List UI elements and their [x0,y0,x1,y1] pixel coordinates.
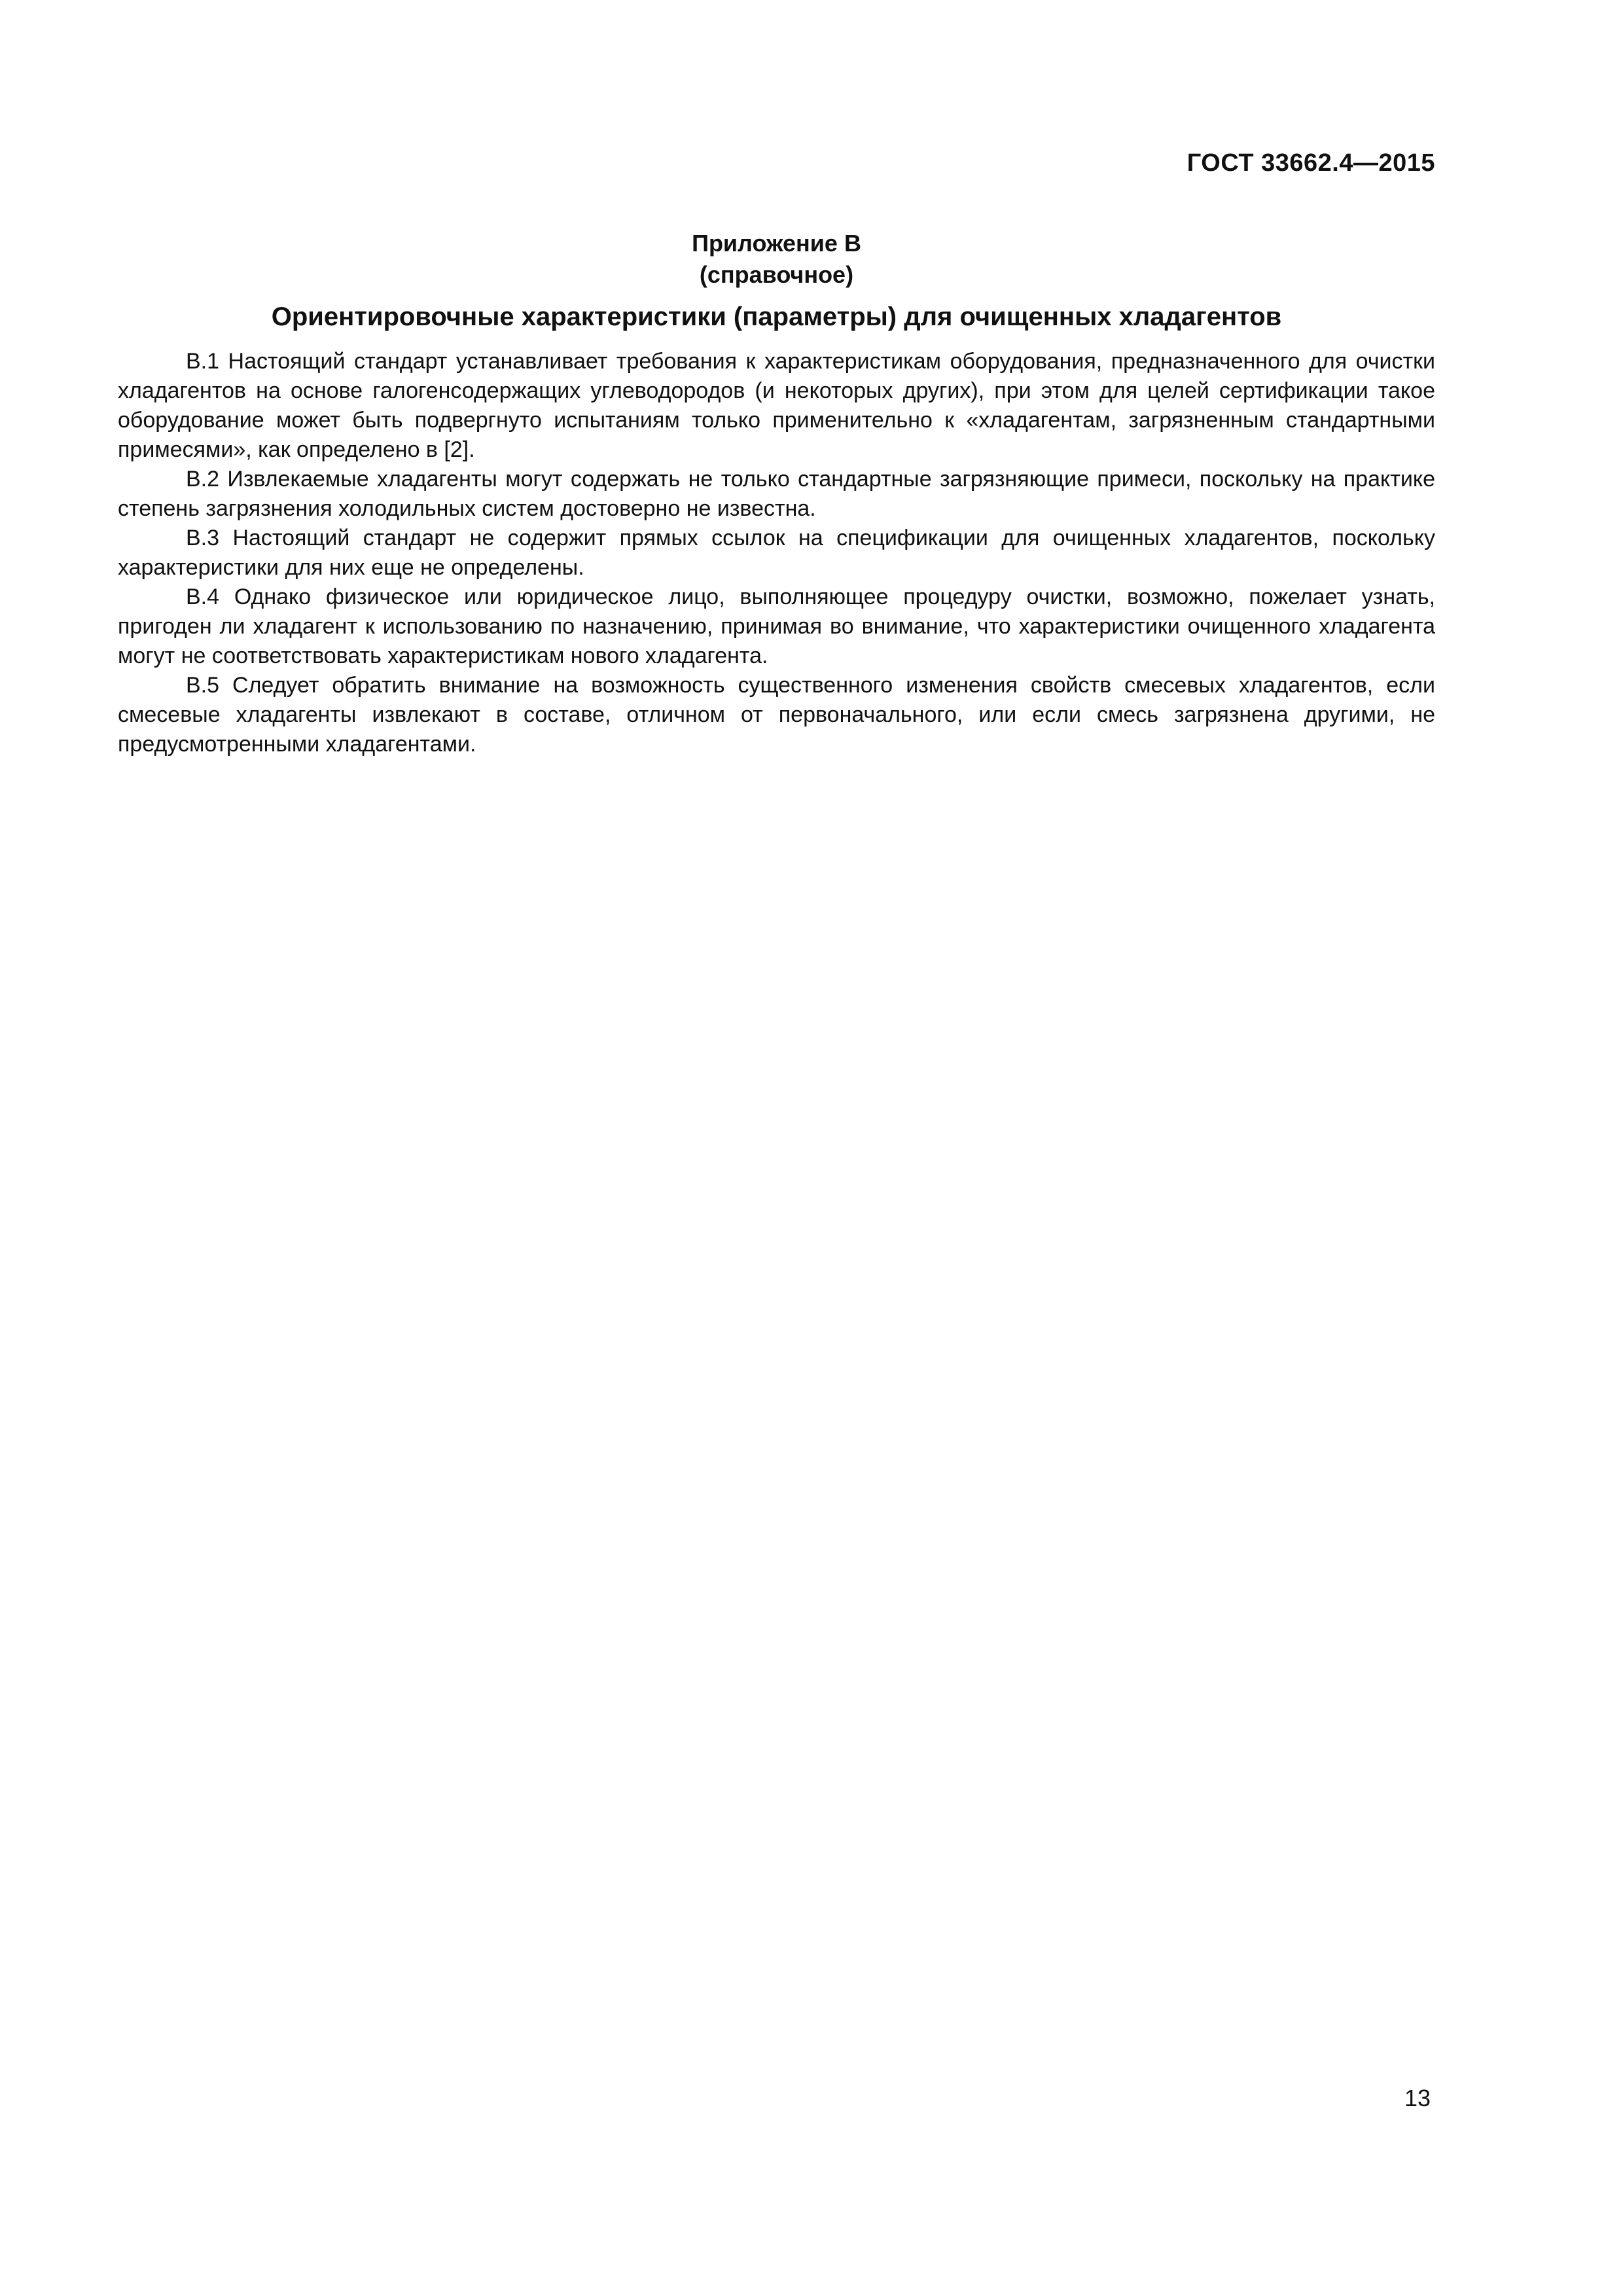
appendix-status: (справочное) [699,261,854,288]
appendix-heading [118,228,1435,291]
document-code: ГОСТ 33662.4—2015 [1186,149,1435,177]
section-title: Ориентировочные характеристики (параметры) для очищенных хладагентов [271,302,1282,331]
paragraph-b1: В.1 Настоящий стандарт устанавливает требования к характеристикам оборудования, предназначенного для очистки хладагентов на основе галогенсодержащих углеводородов (и некоторых других), при этом для целей сертификации такое оборудование может быть подвергнуто испытаниям только применительно к «хладагентам, загрязненным стандартными примесями», как определено в [2]. [118,349,1435,462]
paragraph-b4: В.4 Однако физическое или юридическое лицо, выполняющее процедуру очистки, возможно, пожелает узнать, пригоден ли хладагент к использованию по назначению, принимая во внимание, что характеристики очищенного хладагента могут не соответствовать характеристикам нового хладагента. [118,584,1435,668]
paragraph-b2: В.2 Извлекаемые хладагенты могут содержать не только стандартные загрязняющие примеси, поскольку на практике степень загрязнения холодильных систем достоверно не известна. [118,467,1435,521]
appendix-title: Приложение В [692,230,861,257]
body-text [118,347,1435,759]
page-number: 13 [1404,2085,1431,2111]
paragraph-b3: В.3 Настоящий стандарт не содержит прямых ссылок на спецификации для очищенных хладагентов, поскольку характеристики для них еще не определены. [118,526,1435,580]
paragraph-b5: В.5 Следует обратить внимание на возможность существенного изменения свойств смесевых хладагентов, если смесевые хладагенты извлекают в составе, отличном от первоначального, или если смесь загрязнена другими, не предусмотренными хладагентами. [118,673,1435,757]
